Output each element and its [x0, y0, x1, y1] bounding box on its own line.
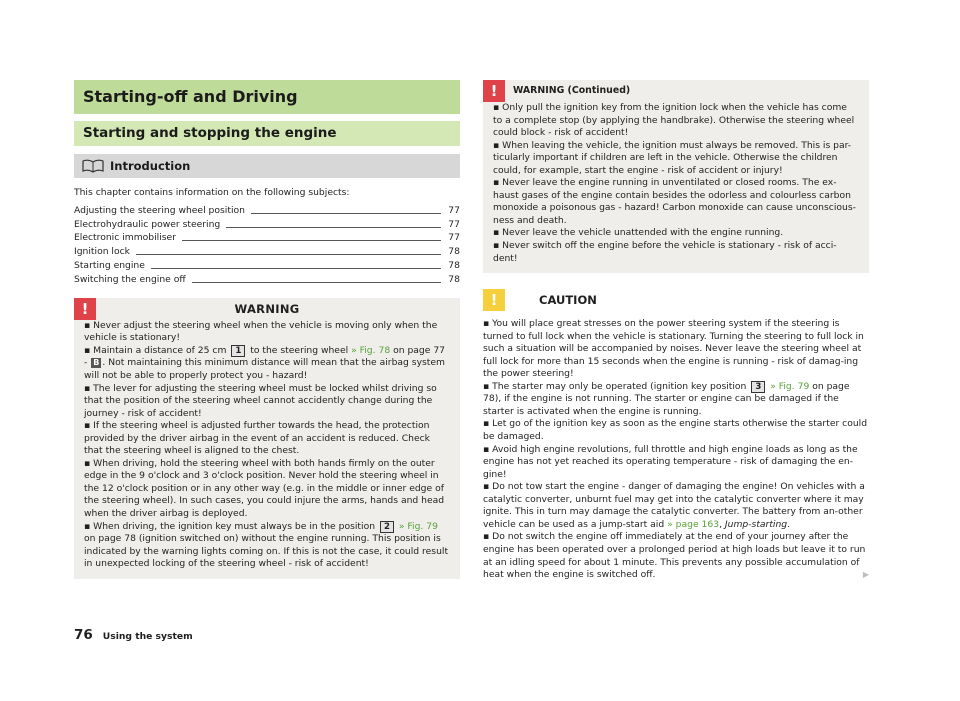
warning-continued-title: WARNING (Continued): [513, 84, 631, 96]
caution-header: [483, 289, 869, 311]
warning-text: [84, 320, 450, 571]
toc-leader: [192, 282, 441, 283]
exclamation-icon: !: [483, 80, 505, 102]
toc-leader: [182, 240, 441, 241]
warning-box: [74, 298, 460, 579]
page-link[interactable]: » page 163: [667, 518, 720, 530]
caution-item: [483, 381, 869, 419]
warning-title: WARNING: [234, 301, 300, 316]
continue-arrow-icon: ▶: [862, 570, 869, 580]
toc-entry-title: Starting engine: [74, 259, 145, 271]
book-icon: [82, 159, 104, 173]
warning-item: [84, 345, 450, 383]
warning-item: ▪ Never adjust the steering wheel when the vehicle is moving only when the vehicle is stationary!: [84, 319, 438, 344]
warning-item: ▪ The lever for adjusting the steering wheel must be locked whilst driving so that the position of the steering wheel cannot accidently change during the journey - risk of accident!: [84, 382, 437, 419]
toc-entry-page: 77: [448, 218, 460, 230]
caution-item: [483, 481, 869, 531]
text-span: .: [787, 518, 791, 530]
text-span: ▪ Do not switch the engine off immediately at the end of your journey after the engine has been operated over a prolonged period at high loads but leave it to run at an idling speed for about 1 minute. This prevents any possible accumulation of heat when the engine is switched off.: [483, 531, 866, 581]
warning-item: ▪ If the steering wheel is adjusted further towards the head, the protection provided by the driver airbag in the event of an accident is reduced. Check that the steering wheel is aligned to the chest.: [84, 420, 430, 457]
figure-ref-box: 3: [751, 381, 765, 393]
text-span: ▪ The starter may only be operated (ignition key position: [483, 380, 750, 392]
table-of-contents: [74, 203, 460, 286]
warning-item: ▪ Never switch off the engine before the vehicle is stationary - risk of acci-dent!: [493, 240, 837, 264]
toc-entry-title: Electronic immobiliser: [74, 232, 176, 244]
toc-leader: [251, 213, 441, 214]
warning-item: [84, 521, 450, 571]
warning-continued-text: [493, 102, 859, 265]
chapter-title: Starting-off and Driving: [74, 80, 460, 114]
toc-leader: [136, 254, 441, 255]
toc-leader: [151, 268, 441, 269]
figure-ref-box: B: [93, 358, 100, 368]
left-column: [74, 80, 460, 579]
toc-entry-title: Switching the engine off: [74, 273, 186, 285]
text-span: ▪ Maintain a distance of 25 cm: [84, 344, 230, 356]
warning-continued-box: [483, 80, 869, 273]
figure-link[interactable]: » Fig. 78: [351, 344, 391, 356]
toc-entry[interactable]: [74, 258, 460, 272]
figure-ref-box: 2: [380, 521, 394, 533]
toc-entry-page: 77: [448, 232, 460, 244]
toc-entry-title: Ignition lock: [74, 246, 130, 258]
toc-leader: [226, 227, 441, 228]
jump-starting-ref: Jump-starting: [724, 518, 788, 530]
right-column: [483, 80, 869, 582]
warning-item: ▪ When leaving the vehicle, the ignition must always be removed. This is par-ticularly important if children are left in the vehicle. Otherwise the children could, for example, start the engine - risk of accident or injury!: [493, 139, 852, 176]
caution-title: CAUTION: [539, 293, 597, 308]
warning-header: [81, 298, 450, 320]
text-span: ▪ Do not tow start the engine - danger of damaging the engine! On vehicles with a catalytic converter, unburnt fuel may get into the catalytic converter where it may ignite. This in turn may damage the catalytic converter. The battery from an-other vehicle can be used as a jump-start aid: [483, 481, 865, 530]
toc-entry-page: 78: [448, 246, 460, 258]
toc-entry[interactable]: [74, 272, 460, 286]
toc-entry[interactable]: [74, 244, 460, 258]
introduction-heading: [74, 154, 460, 178]
caution-item: ▪ Let go of the ignition key as soon as the engine starts otherwise the starter could be damaged.: [483, 418, 868, 443]
page-number: 76: [74, 627, 93, 643]
figure-link[interactable]: » Fig. 79: [398, 520, 438, 532]
toc-entry[interactable]: [74, 217, 460, 231]
toc-entry-title: Electrohydraulic power steering: [74, 218, 221, 230]
toc-entry-page: 77: [448, 204, 460, 216]
toc-entry[interactable]: [74, 231, 460, 245]
warning-item: ▪ Never leave the vehicle unattended with the engine running.: [493, 227, 784, 239]
caution-text: [483, 318, 869, 581]
introduction-label: Introduction: [110, 159, 191, 173]
intro-text: This chapter contains information on the following subjects:: [74, 187, 350, 198]
footer-section-title: Using the system: [102, 631, 193, 642]
text-span: ,: [719, 518, 725, 530]
text-span: ▪ When driving, the ignition key must always be in the position: [84, 520, 378, 532]
text-span: . Not maintaining this minimum distance will mean that the airbag system will not be able to properly protect you - hazard!: [84, 357, 445, 381]
text-span: on page 78 (ignition switched on) without the engine running. This position is indicated by the warning lights coming on. If this is not the case, it could result in unexpected locking of the steering wheel - risk of accident!: [84, 533, 449, 570]
section-title: Starting and stopping the engine: [74, 121, 460, 146]
caution-item: ▪ You will place great stresses on the power steering system if the steering is turned to full lock when the vehicle is stationary. Turning the steering to full lock in such a situation will be accompanied by noises. Never leave the steering wheel at full lock for more than 15 seconds when the engine is running - risk of damag-ing the power steering!: [483, 318, 864, 380]
toc-entry-page: 78: [448, 259, 460, 271]
text-span: -: [84, 357, 91, 369]
warning-item: ▪ When driving, hold the steering wheel with both hands firmly on the outer edge in the 9 o'clock and 3 o'clock position. Never hold the steering wheel in the 12 o'clock position or in any other way (e.g. in the middle or inner edge of the steering wheel). In such cases, you could injure the arms, hands and head when the driver airbag is deployed.: [84, 457, 445, 519]
warning-item: ▪ Never leave the engine running in unventilated or closed rooms. The ex-haust gases of the engine contain besides the odorless and colourless carbon monoxide a poisonous gas - hazard! Carbon monoxide can cause unconscious-ness and death.: [493, 177, 856, 226]
exclamation-icon: !: [483, 289, 505, 311]
text-span: on page 78), if the engine is not running. The starter or engine can be damaged if the starter is activated when the engine is running.: [483, 380, 850, 417]
caution-item: [483, 531, 869, 581]
warning-continued-header: [490, 80, 859, 102]
exclamation-icon: !: [74, 298, 96, 320]
caution-item: ▪ Avoid high engine revolutions, full throttle and high engine loads as long as the engine has not yet reached its operating temperature - risk of damaging the en-gine!: [483, 443, 858, 480]
toc-entry[interactable]: [74, 203, 460, 217]
toc-entry-title: Adjusting the steering wheel position: [74, 204, 245, 216]
text-span: on page 77: [390, 344, 446, 356]
page-footer: [74, 627, 193, 643]
warning-item: ▪ Only pull the ignition key from the ignition lock when the vehicle has come to a complete stop (by applying the handbrake). Otherwise the steering wheel could block - risk of accident!: [493, 102, 855, 139]
figure-link[interactable]: » Fig. 79: [770, 380, 810, 392]
figure-ref-box: 1: [231, 345, 245, 357]
toc-entry-page: 78: [448, 273, 460, 285]
text-span: to the steering wheel: [247, 344, 352, 356]
